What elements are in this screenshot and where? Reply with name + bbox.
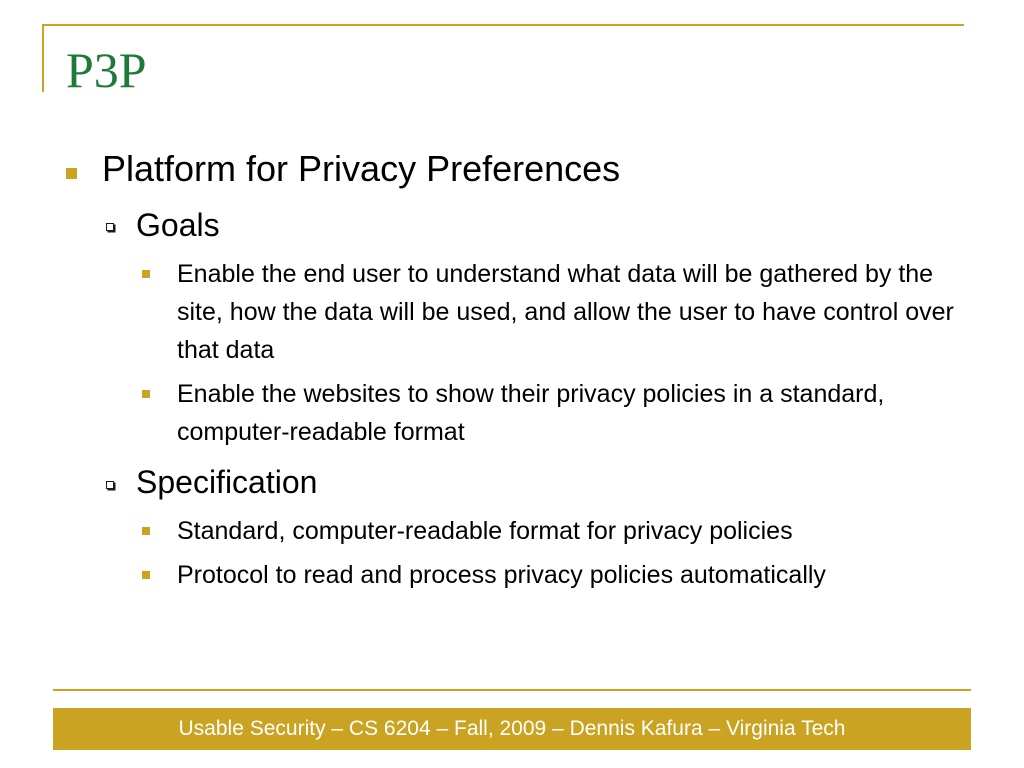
hollow-square-bullet-icon [106, 481, 114, 489]
footer-rule [53, 689, 971, 691]
subbullet-specification-text: Specification [136, 464, 318, 500]
footer-text: Usable Security – CS 6204 – Fall, 2009 – Dennis Kafura – Virginia Tech [178, 717, 846, 740]
footer-bar [53, 708, 971, 750]
spec-item-2-text: Protocol to read and process privacy policies automatically [177, 561, 826, 589]
slide-title: P3P [66, 42, 147, 98]
bullet-platform-text: Platform for Privacy Preferences [102, 148, 621, 189]
spec-item-1-text: Standard, computer-readable format for privacy policies [177, 517, 793, 545]
hollow-square-bullet-icon [106, 223, 114, 231]
gold-square-bullet-icon [142, 527, 150, 535]
gold-square-bullet-icon [66, 168, 77, 179]
gold-square-bullet-icon [142, 571, 150, 579]
gold-square-bullet-icon [142, 270, 150, 278]
gold-square-bullet-icon [142, 390, 150, 398]
goal-item-1-text: Enable the end user to understand what data will be gathered by the site, how the data will be used, and allow the user to have control over that data [177, 260, 954, 364]
goal-item-2-text: Enable the websites to show their privacy policies in a standard, computer-readable format [177, 380, 885, 446]
subbullet-goals-text: Goals [136, 207, 220, 243]
